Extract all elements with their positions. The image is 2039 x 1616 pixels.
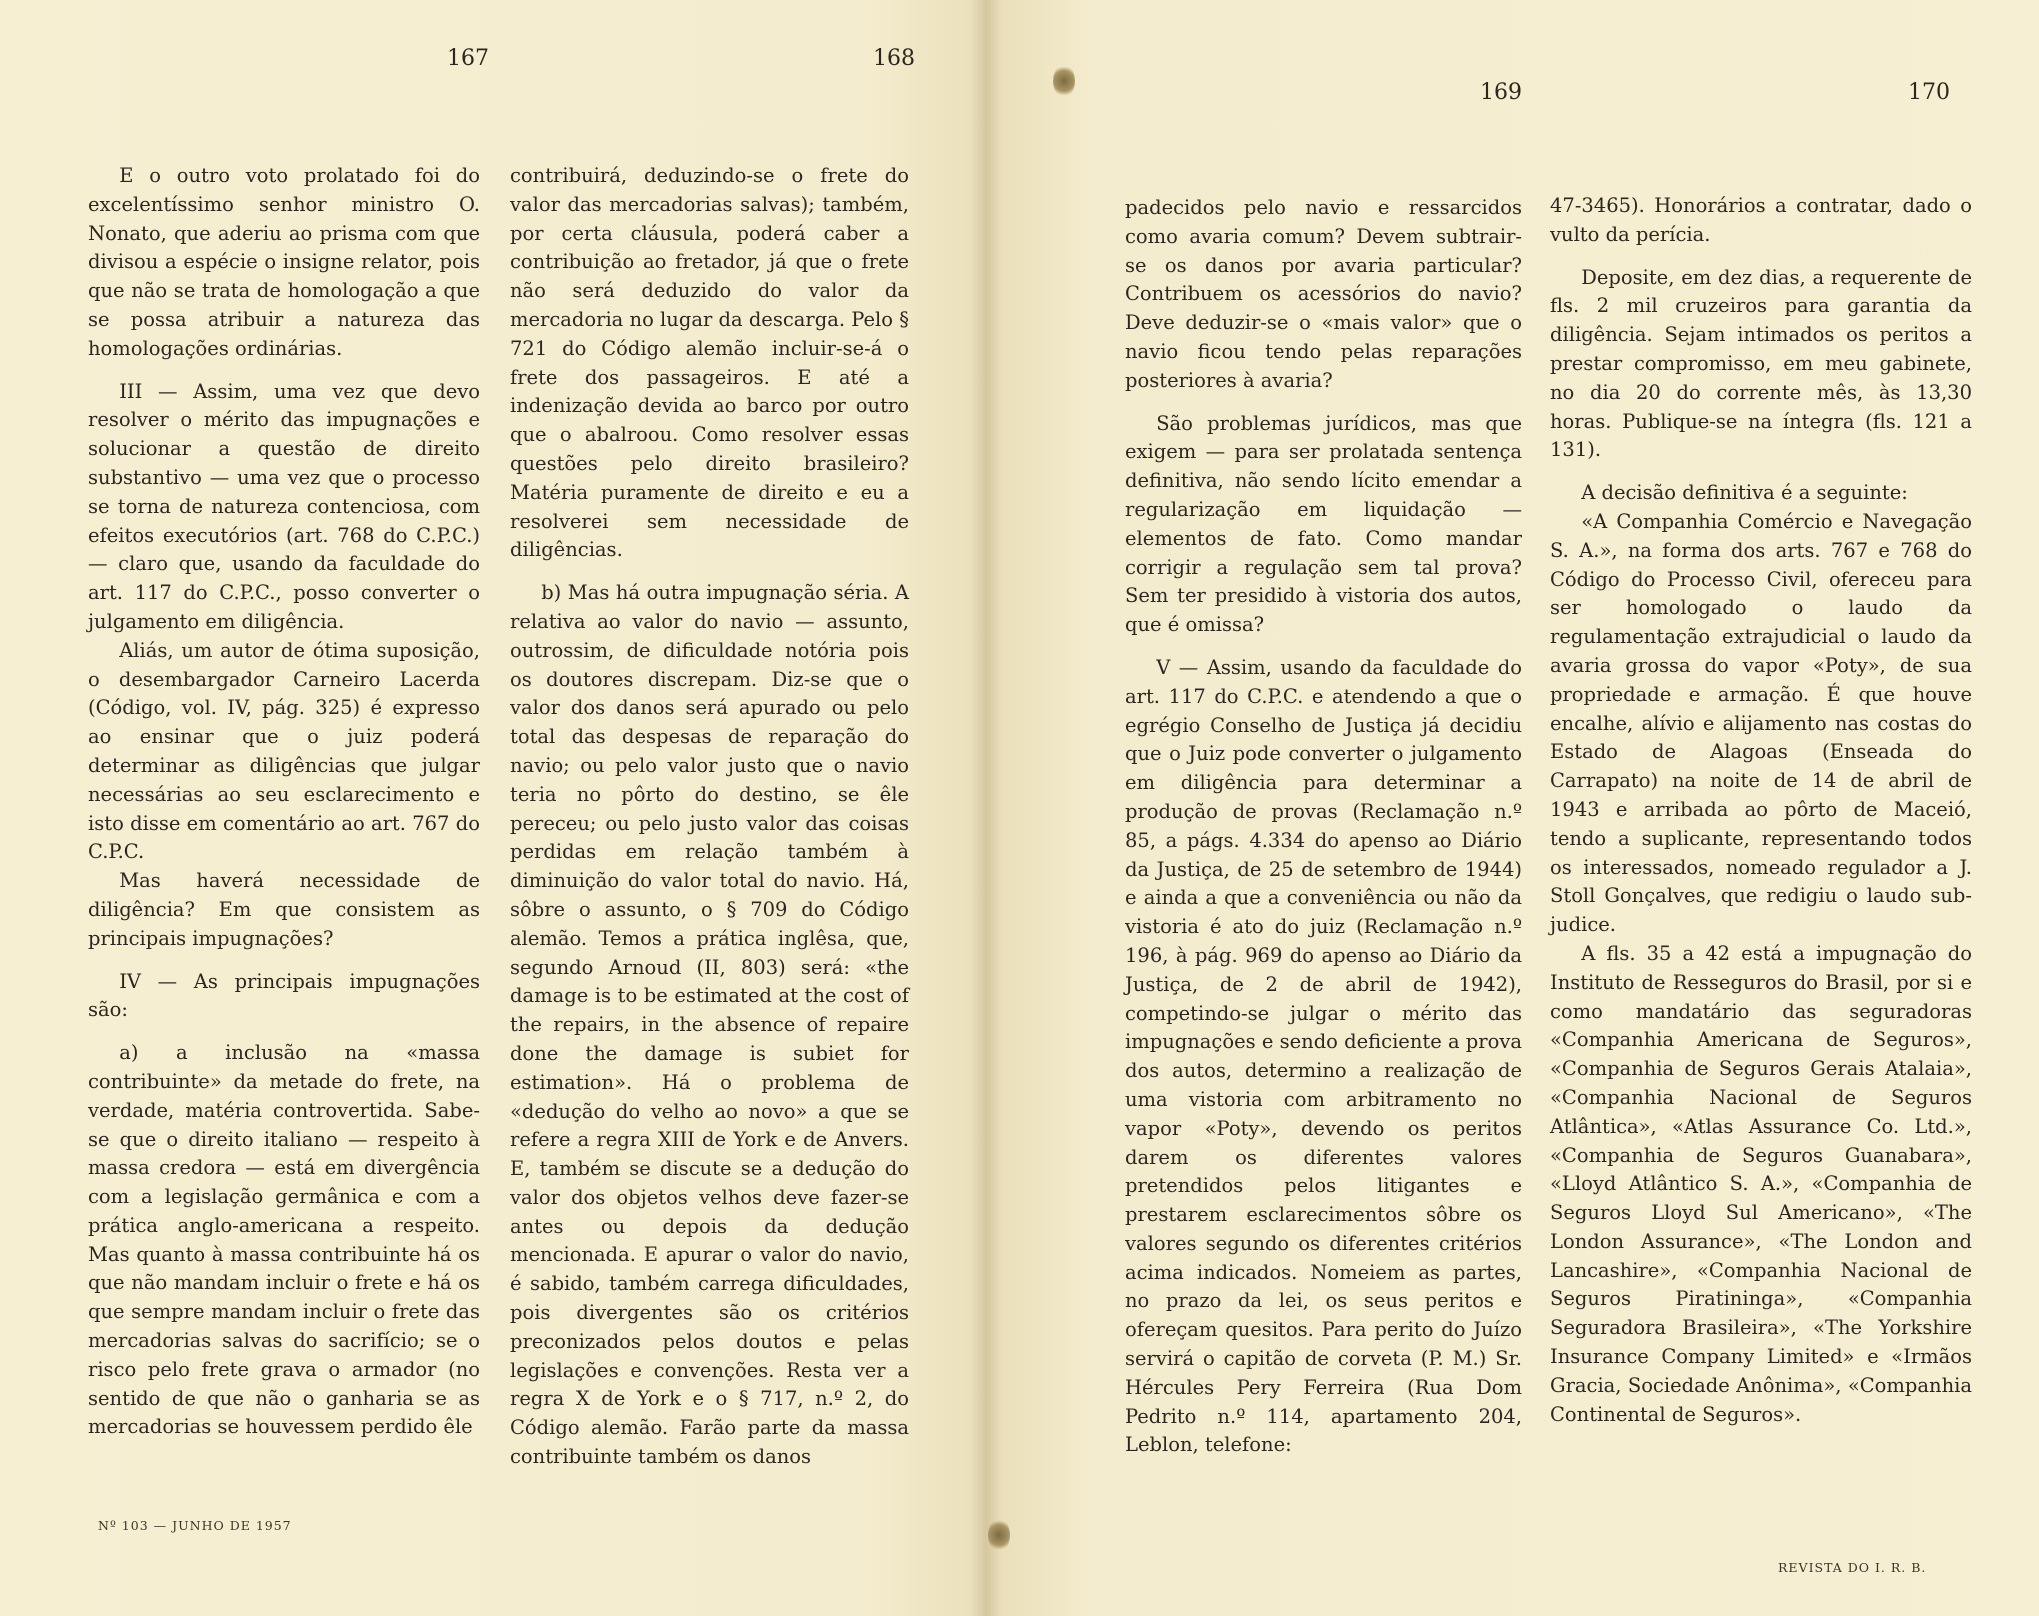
paragraph: a) a inclusão na «massa contribuinte» da metade do frete, na verdade, matéria controvertida. Sabe-se que o direito italiano — respeito à massa credora — está em divergência com a legislação germânica e com a prática anglo-americana a respeito. Mas quanto à massa contribuinte há os que não mandam incluir o frete e há os que sempre mandam incluir o frete das mercadorias salvas do sacrifício; se o risco pelo frete grava o armador (no sentido de que não o ganharia se as mercadorias se houvessem perdido êle	[88, 1041, 480, 1439]
page-number-169: 169	[1480, 80, 1522, 105]
paragraph: Deposite, em dez dias, a requerente de fls. 2 mil cruzeiros para garantia da diligência. Sejam intimados os peritos a prestar compromisso, em meu gabinete, no dia 20 do corrente mês, às 13,30 horas. Publique-se na íntegra (fls. 121 a 131).	[1550, 265, 1972, 462]
page-number-168: 168	[873, 46, 915, 71]
footer-issue: Nº 103 — JUNHO DE 1957	[98, 1518, 292, 1533]
paragraph: padecidos pelo navio e ressarcidos como avaria comum? Devem subtrair-se os danos por avaria particular? Contribuem os acessórios do navio? Deve deduzir-se o «mais valor» que o navio ficou tendo pelas reparações posteriores à avaria?	[1125, 196, 1522, 392]
paragraph: V — Assim, usando da faculdade do art. 117 do C.P.C. e atendendo a que o egrégio Conselho de Justiça já decidiu que o Juiz pode converter o julgamento em diligência para determinar a produção de provas (Reclamação n.º 85, a págs. 4.334 do apenso ao Diário da Justiça, de 25 de setembro de 1944) e ainda a que a conveniência ou não da vistoria é ato do juiz (Reclamação n.º 196, à pág. 969 do apenso ao Diário da Justiça, de 2 de abril de 1942), competindo-se julgar o mérito das impugnações e sendo deficiente a prova dos autos, determino a realização de uma vistoria com arbitramento no vapor «Poty», devendo os peritos darem os diferentes valores pretendidos pelos litigantes e prestarem esclarecimentos sôbre os valores segundo os diferentes critérios acima indicados. Nomeiem as partes, no prazo da lei, os seus peritos e ofereçam quesitos. Para perito do Juízo servirá o capitão de corveta (P. M.) Sr. Hércules Pery Ferreira (Rua Dom Pedrito n.º 114, apartamento 204, Leblon, telefone:	[1125, 655, 1522, 1457]
binding-staple-top	[1053, 64, 1075, 98]
paragraph: 47-3465). Honorários a contratar, dado o vulto da perícia.	[1550, 194, 1972, 246]
footer-journal: REVISTA DO I. R. B.	[1778, 1560, 1927, 1575]
page-168-column	[510, 162, 909, 1472]
page-number-170: 170	[1908, 80, 1950, 105]
paragraph: contribuirá, deduzindo-se o frete do valor das mercadorias salvas); também, por certa cláusula, poderá caber a contribuição ao fretador, já que o frete não será deduzido do valor da mercadoria no lugar da descarga. Pelo § 721 do Código alemão incluir-se-á o frete dos passageiros. E até a indenização devida ao barco por outro que o abalroou. Como resolver essas questões pelo direito brasileiro? Matéria puramente de direito e eu a resolverei sem necessidade de diligências.	[510, 164, 909, 562]
book-gutter	[970, 0, 1002, 1616]
page-170-column	[1550, 192, 1972, 1429]
paragraph: Mas haverá necessidade de diligência? Em que consistem as principais impugnações?	[88, 869, 480, 950]
paragraph: São problemas jurídicos, mas que exigem — para ser prolatada sentença definitiva, não sendo lícito emendar a regularização em liquidação — elementos de fato. Como mandar corrigir a regulação sem tal prova? Sem ter presidido à vistoria dos autos, que é omissa?	[1125, 411, 1522, 637]
paragraph: A fls. 35 a 42 está a impugnação do Instituto de Resseguros do Brasil, por si e como mandatário das seguradoras «Companhia Americana de Seguros», «Companhia de Seguros Gerais Atalaia», «Companhia Nacional de Seguros Atlântica», «Atlas Assurance Co. Ltd.», «Companhia de Seguros Guanabara», «Lloyd Atlântico S. A.», «Companhia de Seguros Lloyd Sul Americano», «The London Assurance», «The London and Lancashire», «Companhia Nacional de Seguros Piratininga», «Companhia Seguradora Brasileira», «The Yorkshire Insurance Company Limited» e «Irmãos Gracia, Sociedade Anônima», «Companhia Continental de Seguros».	[1550, 941, 1972, 1426]
page-number-167: 167	[447, 46, 489, 71]
paragraph: IV — As principais impugnações são:	[88, 969, 480, 1022]
paragraph: III — Assim, uma vez que devo resolver o mérito das impugnações e solucionar a questão de direito substantivo — uma vez que o processo se torna de natureza contenciosa, com efeitos executórios (art. 768 do C.P.C.) — claro que, usando da faculdade do art. 117 do C.P.C., posso converter o julgamento em diligência.	[88, 379, 480, 633]
page-169-column	[1125, 194, 1522, 1460]
paragraph: A decisão definitiva é a seguinte:	[1581, 481, 1908, 505]
paragraph: b) Mas há outra impugnação séria. A relativa ao valor do navio — assunto, outrossim, de dificuldade notória pois os doutores discrepam. Diz-se que o valor dos danos será apurado ou pelo total das despesas de reparação do navio; ou pelo valor justo que o navio teria no pôrto do destino, se êle pereceu; ou pelo justo valor das coisas perdidas em relação também à diminuição do valor total do navio. Há, sôbre o assunto, o § 709 do Código alemão. Temos a prática inglêsa, que, segundo Arnoud (II, 803) será: «the damage is to be estimated at the cost of the repairs, in the absence of repaire done the damage is subiet for estimation». Há o problema de «dedução do velho ao novo» a que se refere a regra XIII de York e de Anvers. E, também se discute se a dedução do valor dos objetos velhos deve fazer-se antes ou depois da dedução mencionada. E apurar o valor do navio, é sabido, também carrega dificuldades, pois divergentes são os critérios preconizados pelos doutos e pelas legislações e convenções. Resta ver a regra X de York e o § 717, n.º 2, do Código alemão. Farão parte da massa contribuinte também os danos	[510, 581, 909, 1469]
paragraph: Aliás, um autor de ótima suposição, o desembargador Carneiro Lacerda (Código, vol. IV, pág. 325) é expresso ao ensinar que o juiz poderá determinar as diligências que julgar necessárias ao seu esclarecimento e isto disse em comentário ao art. 767 do C.P.C.	[88, 638, 480, 864]
page-167-column	[88, 162, 480, 1442]
binding-staple-bottom	[988, 1518, 1010, 1552]
paragraph: E o outro voto prolatado foi do excelentíssimo senhor ministro O. Nonato, que aderiu ao prisma com que divisou a espécie o insigne relator, pois que não se trata de homologação a que se possa atribuir a natureza das homologações ordinárias.	[88, 164, 480, 360]
paragraph: «A Companhia Comércio e Navegação S. A.», na forma dos arts. 767 e 768 do Código do Processo Civil, ofereceu para ser homologado o laudo da regulamentação extrajudicial o laudo da avaria grossa do vapor «Poty», de sua propriedade e armação. É que houve encalhe, alívio e alijamento nas costas do Estado de Alagoas (Enseada do Carrapato) na noite de 14 de abril de 1943 e arribada ao pôrto de Maceió, tendo a suplicante, representando todos os interessados, nomeado regulador a J. Stoll Gonçalves, que redigiu o laudo sub-judice.	[1550, 509, 1972, 937]
